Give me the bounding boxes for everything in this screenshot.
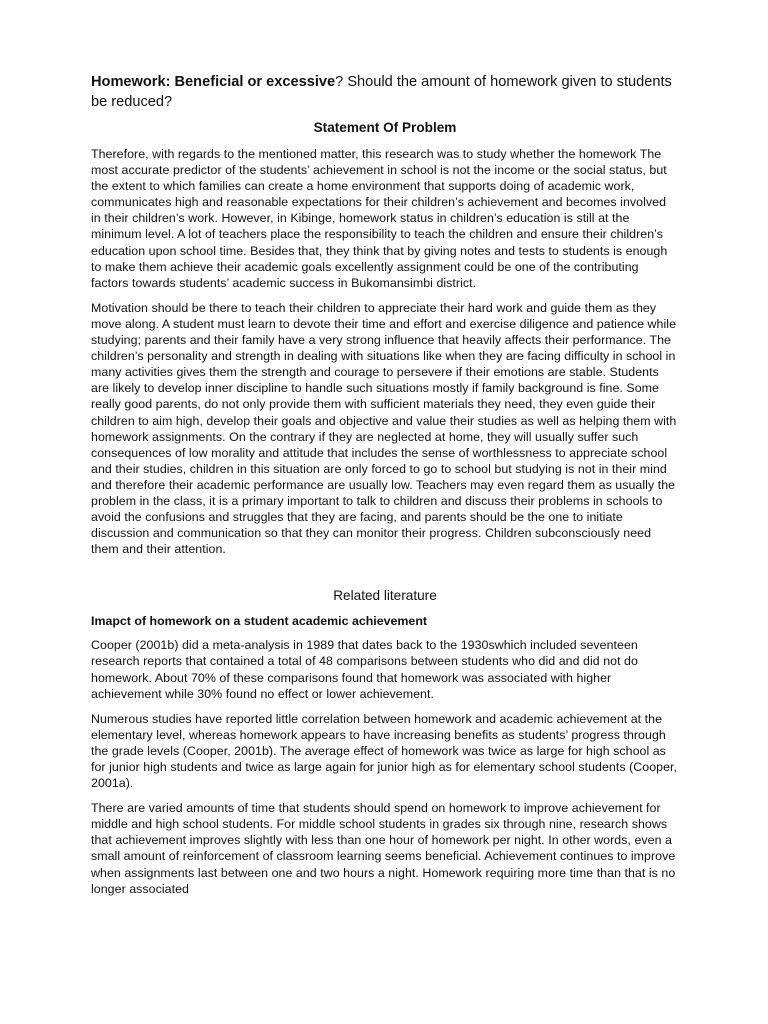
literature-paragraph-2: Numerous studies have reported little correlation between homework and academic achievement at the elementary level, whereas homework appears to have increasing benefits as students’ progress through the grade levels (Cooper, 2001b). The average effect of homework was twice as large for high school as for junior high students and twice as large again for junior high as for elementary school students (Cooper, 2001a). <box>91 711 678 791</box>
literature-paragraph-3: There are varied amounts of time that students should spend on homework to improve achievement for middle and high school students. For middle school students in grades six through nine, research shows that achievement improves slightly with less than one hour of homework per night. In other words, even a small amount of reinforcement of classroom learning seems beneficial. Achievement continues to improve when assignments last between one and two hours a night. Homework requiring more time than that is no longer associated <box>91 801 676 896</box>
document-title-bold: Homework: Beneficial or excessive <box>91 74 336 90</box>
statement-paragraph-1: Therefore, with regards to the mentioned matter, this research was to study whether the homework The most accurate predictor of the students’ achievement in school is not the income or the social status, but the extent to which families can create a home environment that supports doing of academic work, communicates high and reasonable expectations for their children’s achievement and becomes involved in their children’s work. However, in Kibinge, homework status in children’s education is still at the minimum level. A lot of teachers place the responsibility to teach the children and ensure their children’s education upon school time. Besides that, they think that by giving notes and tests to students is enough to make them achieve their academic goals excellently assignment could be one of the contributing factors towards students’ academic success in Bukomansimbi district. <box>91 147 668 290</box>
literature-paragraph-1: Cooper (2001b) did a meta-analysis in 1989 that dates back to the 1930swhich included seventeen research reports that contained a total of 48 comparisons between students who did and did not do homework. About 70% of these comparisons found that homework was associated with higher achievement while 30% found no effect or lower achievement. <box>91 638 638 701</box>
statement-paragraph-2: Motivation should be there to teach their children to appreciate their hard work and guide them as they move along. A student must learn to devote their time and effort and exercise diligence and patience while studying; parents and their family have a very strong influence that heavily affects their performance. The children’s personality and strength in dealing with situations like when they are facing difficulty in school in many activities gives them the strength and courage to persevere if their emotions are stable. Students are likely to develop inner discipline to handle such situations mostly if family background is fine. Some really good parents, do not only provide them with sufficient materials they need, they even guide their children to aim high, develop their goals and objective and value their studies as well as helping them with homework assignments. On the contrary if they are neglected at home, they will usually suffer such consequences of low morality and attitude that includes the sense of worthlessness to appreciate school and their studies, children in this situation are only forced to go to school but studying is not in their mind and therefore their academic performance are usually low. Teachers may even regard them as usually the problem in the class, it is a primary important to talk to children and discuss their problems in schools to avoid the confusions and struggles that they are facing, and parents should be the one to initiate discussion and communication so that they can monitor their progress. Children subconsciously need them and their attention. <box>91 300 677 557</box>
statement-of-problem-heading: Statement Of Problem <box>313 120 457 135</box>
document-title <box>91 72 679 112</box>
literature-subheading: Imapct of homework on a student academic achievement <box>91 614 428 629</box>
document-title-rest: ? Should the amount of homework given to students be reduced? <box>91 74 672 110</box>
related-literature-heading: Related literature <box>333 588 437 604</box>
document-page <box>91 72 679 906</box>
